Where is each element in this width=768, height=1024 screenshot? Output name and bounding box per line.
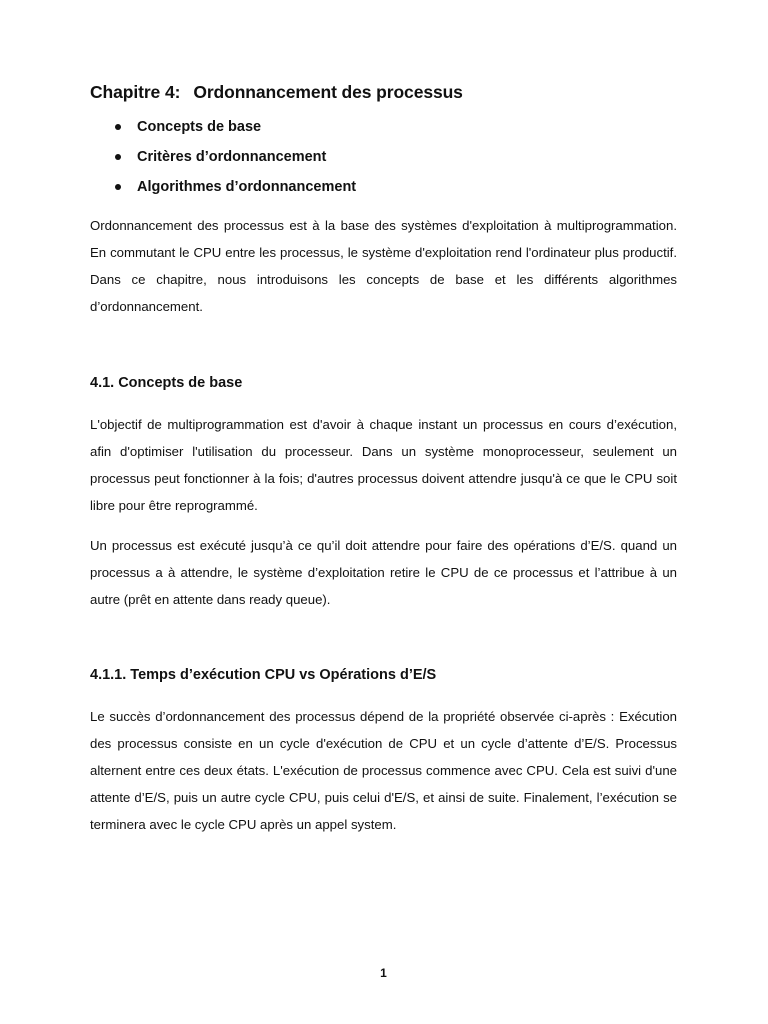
intro-paragraph: Ordonnancement des processus est à la base des systèmes d'exploitation à multiprogrammation. En commutant le CPU entre les processus, le système d'exploitation rend l'ordinateur plus productif. Dans ce chapitre, nous introduisons les concepts de base et les différents algorithmes d’ordonnancement. — [90, 218, 677, 314]
page-number: 1 — [380, 966, 387, 980]
outline-item — [90, 147, 356, 177]
section-4-1-1-paragraph: Le succès d’ordonnancement des processus dépend de la propriété observée ci-après : Exécution des processus consiste en un cycle d'exécution de CPU et un cycle d’attente d’E/S. Processus alternent entre ces deux états. L'exécution de processus commence avec CPU. Cela est suivi d'une attente d’E/S, puis un autre cycle CPU, puis celui d'E/S, et ainsi de suite. Finalement, l’exécution se terminera avec le cycle CPU après un appel system. — [90, 709, 677, 832]
outline-item — [90, 117, 356, 147]
chapter-outline — [90, 117, 356, 207]
bullet-icon — [115, 154, 121, 160]
chapter-name: Ordonnancement des processus — [193, 81, 463, 102]
section-4-1-paragraph-2: Un processus est exécuté jusqu’à ce qu’il doit attendre pour faire des opérations d’E/S. quand un processus a à attendre, le système d’exploitation retire le CPU de ce processus et l’attribue à un autre (prêt en attente dans ready queue). — [90, 538, 677, 607]
section-heading-4-1-1: 4.1.1. Temps d’exécution CPU vs Opérations d’E/S — [90, 667, 437, 683]
chapter-title — [90, 82, 463, 103]
outline-item-label: Concepts de base — [137, 119, 262, 135]
bullet-icon — [115, 184, 121, 190]
bullet-icon — [115, 124, 121, 130]
outline-item — [90, 177, 356, 207]
outline-item-label: Critères d’ordonnancement — [137, 149, 327, 165]
section-4-1-paragraph-1: L'objectif de multiprogrammation est d'avoir à chaque instant un processus en cours d’exécution, afin d'optimiser l'utilisation du processeur. Dans un système monoprocesseur, seulement un processus peut fonctionner à la fois; d'autres processus doivent attendre jusqu'à ce que le CPU soit libre pour être reprogrammé. — [90, 417, 677, 513]
section-heading-4-1: 4.1. Concepts de base — [90, 375, 243, 391]
outline-item-label: Algorithmes d’ordonnancement — [137, 179, 357, 195]
chapter-number: Chapitre 4: — [90, 81, 181, 102]
